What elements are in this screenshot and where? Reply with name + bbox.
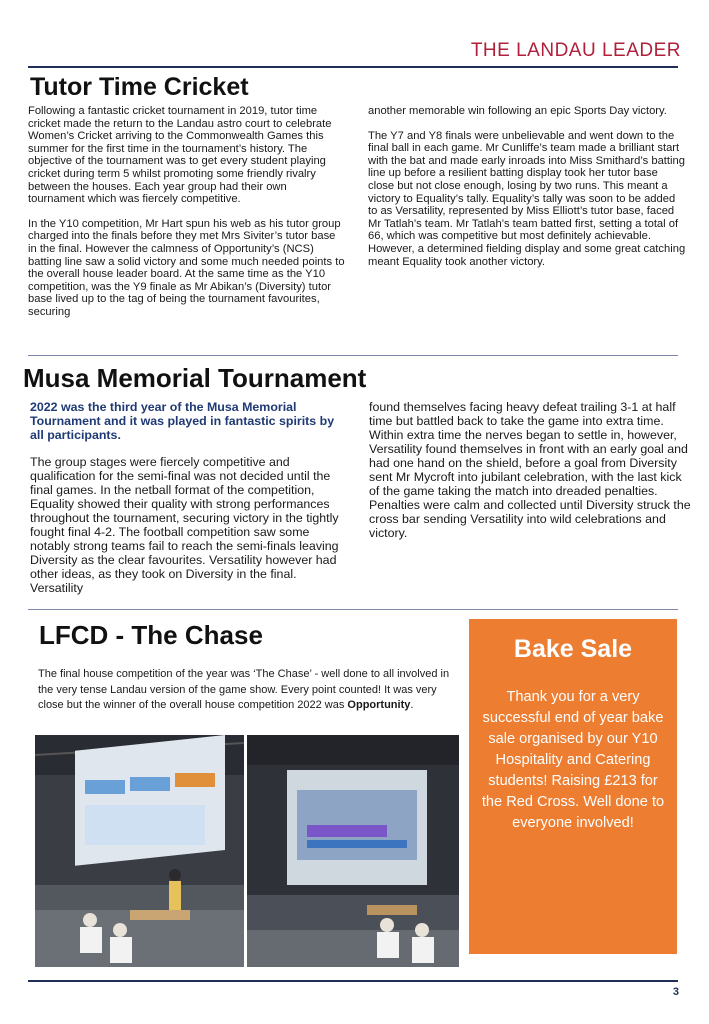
page-number: 3: [672, 986, 679, 998]
musa-column-2: [369, 400, 691, 553]
tutor-col2-para-1: another memorable win following an epic Sports Day victory.: [368, 105, 667, 117]
tutor-col2-para-2: The Y7 and Y8 finals were unbelievable and went down to the final ball in each game. Mr Cunliffe’s team made a brilliant start with the bat and made early inroads into Miss Smithard’s batting line up before a resilient batting display took her tutor base close but not close enough, losing by two runs. This meant a victory to Equality’s tally. Equality’s tally was soon to be added to as Versatility, represented by Miss Elliott’s tutor base, faced Mr Tatlah’s team. Mr Tatlah’s team batted first, setting a total of 66, which was competitive but most definitely achievable. However, a determined fielding display and some great catching meant Equality took another victory.: [368, 129, 686, 268]
tutor-col1-para-2: In the Y10 competition, Mr Hart spun his web as his tutor group charged into the finals before they met Mrs Siviter’s tutor base in the final. However the calmness of Opportunity’s (NCS) batting line saw a solid victory and some much needed points to the overall house leader board. At the same time as the Y10 competition, was the Y9 finale as Mr Abikan’s (Diversity) tutor base lived up to the tag of being the tournament favourites, securing: [28, 217, 345, 318]
footer-rule: [28, 980, 678, 982]
chase-photo-left: [35, 735, 244, 967]
chase-winner: Opportunity: [347, 699, 411, 711]
chase-end: .: [410, 699, 414, 711]
musa-lead: 2022 was the third year of the Musa Memorial Tournament and it was played in fantastic spirits by all participants.: [30, 400, 335, 442]
tutor-heading: Tutor Time Cricket: [30, 73, 249, 101]
section-divider-2: [28, 609, 678, 610]
bake-sale-title: Bake Sale: [513, 635, 633, 663]
chase-photo-right: [247, 735, 459, 967]
musa-heading: Musa Memorial Tournament: [23, 363, 367, 393]
bake-sale-body: Thank you for a very successful end of year bake sale organised by our Y10 Hospitality and Catering students! Raising £213 for the Red Cross. Well done to everyone involved!: [481, 689, 665, 831]
masthead-title: THE LANDAU LEADER: [470, 40, 681, 61]
chase-text: The final house competition of the year was ‘The Chase’ - well done to all involved in the very tense Landau version of the game show. Every point counted! It was very close but the winner of the overall house competition 2022 was: [38, 668, 450, 711]
tutor-column-1: [28, 105, 346, 331]
musa-col2-para: found themselves facing heavy defeat trailing 3-1 at half time but battled back to take the game into extra time. Within extra time the nerves began to settle in, however, Versatility found themselves in front with an early goal and had one hand on the shield, before a goal from Diversity sent Mr Mycroft into jubilant celebration, with the last kick of the game taking the match into dreaded penalties. Penalties were calm and collected until Diversity struck the cross bar sending Versatility into wild celebrations and victory.: [369, 400, 691, 540]
bake-sale-panel: [469, 619, 677, 954]
section-divider-1: [28, 355, 678, 356]
chase-heading: LFCD - The Chase: [39, 620, 263, 650]
musa-column-1: [30, 400, 350, 608]
tutor-col1-para-1: Following a fantastic cricket tournament in 2019, tutor time cricket made the return to the Landau astro court to celebrate Women’s Cricket arriving to the Commonwealth Games this summer for the first time in the tournament’s history. The objective of the tournament was to get every student playing cricket during term 5 whilst promoting some friendly rivalry between the houses. Each year group had their own tournament which was fiercely competitive.: [28, 105, 332, 206]
masthead-rule: [28, 66, 678, 68]
musa-col1-para: The group stages were fiercely competitive and qualification for the semi-final was not decided until the final games. In the netball format of the competition, Equality showed their quality with strong performances throughout the tournament, securing victory in the tightly fought final 4-2. The football competition saw some notably strong teams fail to reach the semi-finals leaving Diversity as the clear favourites. Versatility however had other ideas, as they took on Diversity in the final. Versatility: [30, 455, 339, 595]
chase-body: [38, 667, 450, 714]
tutor-column-2: [368, 105, 686, 280]
